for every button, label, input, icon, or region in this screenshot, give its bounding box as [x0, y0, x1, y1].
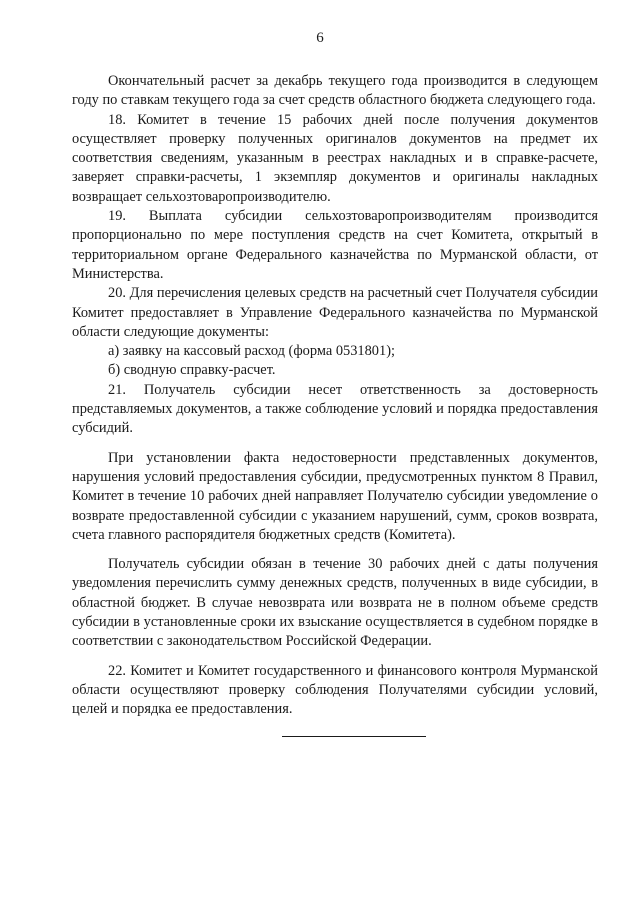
paragraph-21: 21. Получатель субсидии несет ответственность за достоверность представляемых документов, а также соблюдение условий и порядка предоставления субсидий.: [72, 381, 598, 437]
paragraph-20-item-b: б) сводную справку-расчет.: [108, 362, 276, 379]
paragraph-19: 19. Выплата субсидии сельхозтоваропроизводителям производится пропорционально по мере поступления средств на счет Комитета, открытый в территориальном органе Федерального казначейства по Мурманской области, от Министерства.: [72, 208, 598, 282]
paragraph-22: 22. Комитет и Комитет государственного и финансового контроля Мурманской области осуществляют проверку соблюдения Получателями субсидии условий, целей и порядка ее предоставления.: [72, 662, 598, 718]
end-of-document-rule: [282, 736, 426, 737]
paragraph-final-settlement: Окончательный расчет за декабрь текущего года производится в следующем году по ставкам текущего года за счет средств областного бюджета следующего года.: [72, 73, 598, 109]
document-body: [72, 72, 598, 720]
page-number: 6: [316, 30, 324, 46]
paragraph-20-item-a: а) заявку на кассовый расход (форма 0531801);: [108, 343, 395, 360]
paragraph-20: 20. Для перечисления целевых средств на расчетный счет Получателя субсидии Комитет предоставляет в Управление Федерального казначейства по Мурманской области следующие документы:: [72, 285, 598, 340]
paragraph-21-refund: Получатель субсидии обязан в течение 30 рабочих дней с даты получения уведомления перечислить сумму денежных средств, полученных в виде субсидии, в областной бюджет. В случае невозврата или возврата не в полном объеме средств субсидии в установленные сроки их взыскание осуществляется в судебном порядке в соответствии с законодательством Российской Федерации.: [72, 556, 598, 650]
paragraph-21-violations: При установлении факта недостоверности представленных документов, нарушения условий предоставления субсидии, предусмотренных пунктом 8 Правил, Комитет в течение 10 рабочих дней направляет Получателю субсидии уведомление о возврате предоставленной субсидии с указанием нарушений, сумм, сроков возврата, счета главного распорядителя бюджетных средств (Комитета).: [72, 449, 598, 543]
paragraph-18: 18. Комитет в течение 15 рабочих дней после получения документов осуществляет проверку полученных оригиналов документов на предмет их соответствия сведениям, указанным в реестрах накладных и в справке-расчете, заверяет справки-расчеты, 1 экземпляр документов и оригиналы накладных возвращает сельхозтоваропроизводителю.: [72, 111, 598, 205]
